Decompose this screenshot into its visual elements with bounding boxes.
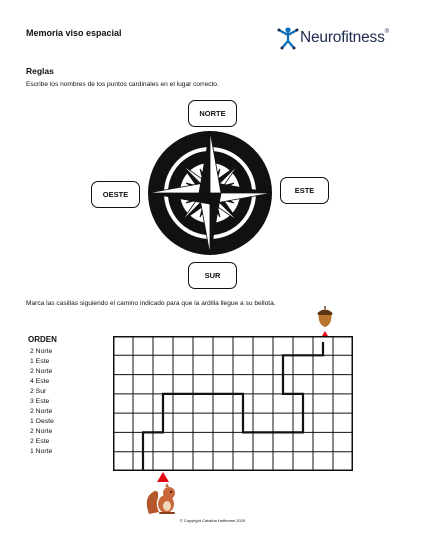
order-step: 2 Este	[30, 437, 50, 445]
start-arrow-bottom	[157, 472, 169, 482]
order-step: 2 Norte	[30, 348, 53, 355]
maze-grid	[113, 336, 353, 471]
order-step: 2 Norte	[30, 367, 53, 375]
order-title: ORDEN	[28, 335, 57, 344]
rules-text: Escribe los nombres de los puntos cardinales en el lugar correcto.	[26, 81, 219, 88]
brand-name: Neurofitness®	[300, 29, 389, 46]
north-label-box: NORTE	[188, 100, 237, 127]
copyright-notice: © Copyright Catalina Hoffmann 2020	[179, 518, 246, 523]
order-step: 2 Norte	[30, 407, 53, 415]
brand-logo	[276, 26, 416, 50]
order-step: 2 Norte	[30, 427, 53, 435]
order-step: 1 Oeste	[30, 417, 54, 425]
order-step: 3 Este	[30, 397, 50, 405]
worksheet-title: Memoria viso espacial	[26, 28, 122, 38]
order-step: 1 Este	[30, 357, 50, 365]
compass-rose-icon	[140, 118, 280, 268]
rules-heading: Reglas	[26, 66, 54, 76]
east-label-box: ESTE	[280, 177, 329, 204]
order-step: 1 Norte	[30, 447, 53, 455]
south-label-box: SUR	[188, 262, 237, 289]
order-list	[28, 347, 54, 456]
maze-instruction: Marca las casillas siguiendo el camino indicado para que la ardilla llegue a su bellota.	[26, 300, 276, 307]
squirrel-icon	[145, 472, 181, 516]
order-step: 4 Este	[30, 377, 50, 385]
order-step: 2 Sur	[30, 387, 47, 395]
west-label-box: OESTE	[91, 181, 140, 208]
neurofitness-person-icon	[276, 26, 300, 50]
